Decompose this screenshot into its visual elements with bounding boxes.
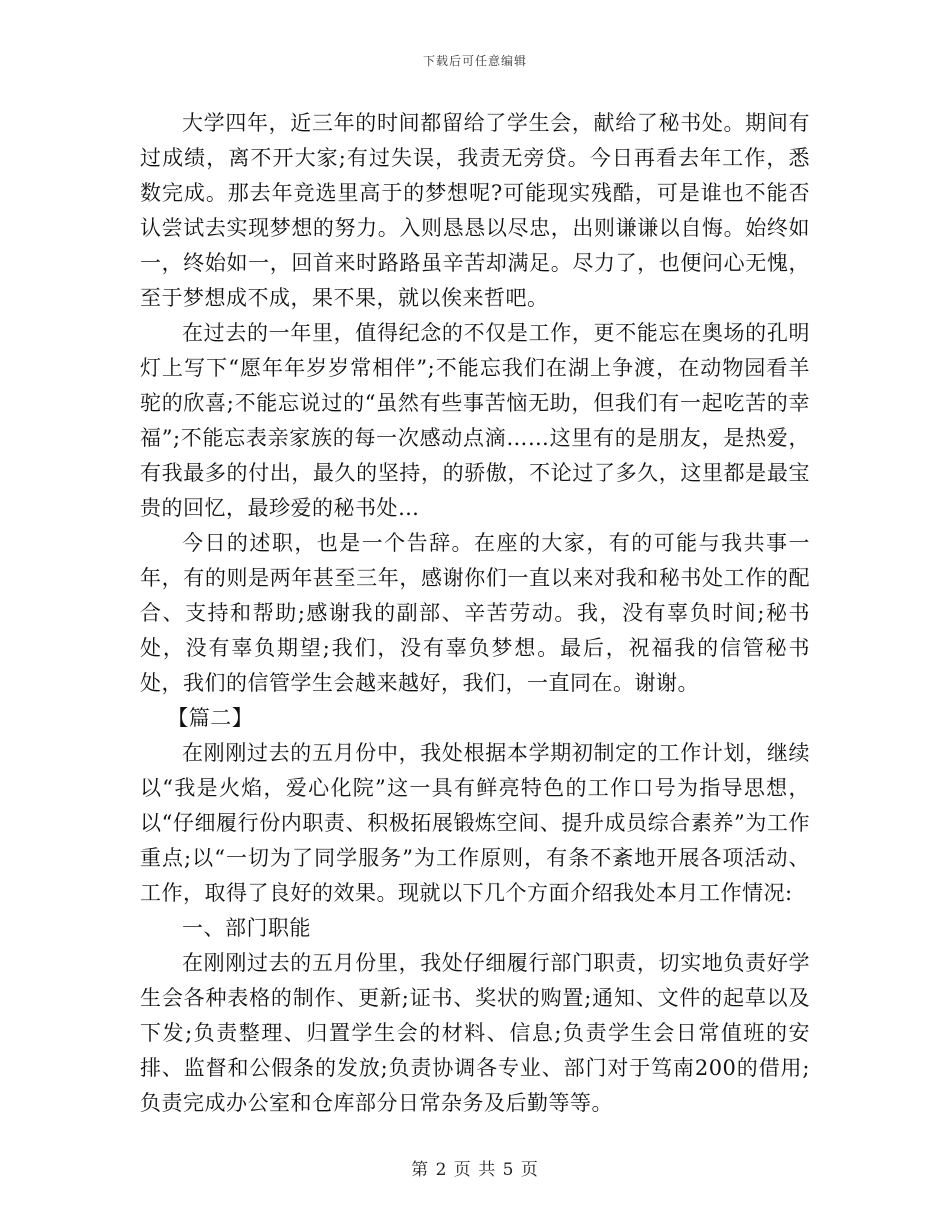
page-header: 下载后可任意编辑 bbox=[422, 54, 527, 68]
document-body bbox=[140, 106, 810, 1121]
paragraph-5: 在刚刚过去的五月份里，我处仔细履行部门职责，切实地负责好学生会各种表格的制作、更新;证书、奖状的购置;通知、文件的起草以及下发;负责整理、归置学生会的材料、信息;负责学生会日常值班的安排、监督和公假条的发放;负责协调各专业、部门对于笃南200的借用;负责完成办公室和仓库部分日常杂务及后勤等等。 bbox=[140, 951, 810, 1115]
page-footer: 第 2 页 共 5 页 bbox=[411, 1160, 539, 1180]
paragraph-4: 在刚刚过去的五月份中，我处根据本学期初制定的工作计划，继续以“我是火焰，爱心化院”这一具有鲜亮特色的工作口号为指导思想，以“仔细履行份内职责、积极拓展锻炼空间、提升成员综合素养”为工作重点;以“一切为了同学服务”为工作原则，有条不紊地开展各项活动、工作，取得了良好的效果。现就以下几个方面介绍我处本月工作情况: bbox=[140, 741, 810, 905]
section-title: 【篇二】 bbox=[167, 706, 254, 730]
subheading-department-functions: 一、部门职能 bbox=[182, 916, 311, 940]
paragraph-1: 大学四年，近三年的时间都留给了学生会，献给了秘书处。期间有过成绩，离不开大家;有过失误，我责无旁贷。今日再看去年工作，悉数完成。那去年竞选里高于的梦想呢?可能现实残酷，可是谁也不能否认尝试去实现梦想的努力。入则恳恳以尽忠，出则谦谦以自悔。始终如一，终始如一，回首来时路路虽辛苦却满足。尽力了，也便问心无愧，至于梦想成不成，果不果，就以俟来哲吧。 bbox=[140, 111, 810, 310]
paragraph-3: 今日的述职，也是一个告辞。在座的大家，有的可能与我共事一年，有的则是两年甚至三年，感谢你们一直以来对我和秘书处工作的配合、支持和帮助;感谢我的副部、辛苦劳动。我，没有辜负时间;秘书处，没有辜负期望;我们，没有辜负梦想。最后，祝福我的信管秘书处，我们的信管学生会越来越好，我们，一直同在。谢谢。 bbox=[140, 531, 810, 695]
paragraph-2: 在过去的一年里，值得纪念的不仅是工作，更不能忘在奥场的孔明灯上写下“愿年年岁岁常相伴”;不能忘我们在湖上争渡，在动物园看羊驼的欣喜;不能忘说过的“虽然有些事苦恼无助，但我们有一起吃苦的幸福”;不能忘表亲家族的每一次感动点滴……这里有的是朋友，是热爱，有我最多的付出，最久的坚持，的骄傲，不论过了多久，这里都是最宝贵的回忆，最珍爱的秘书处… bbox=[140, 321, 810, 520]
